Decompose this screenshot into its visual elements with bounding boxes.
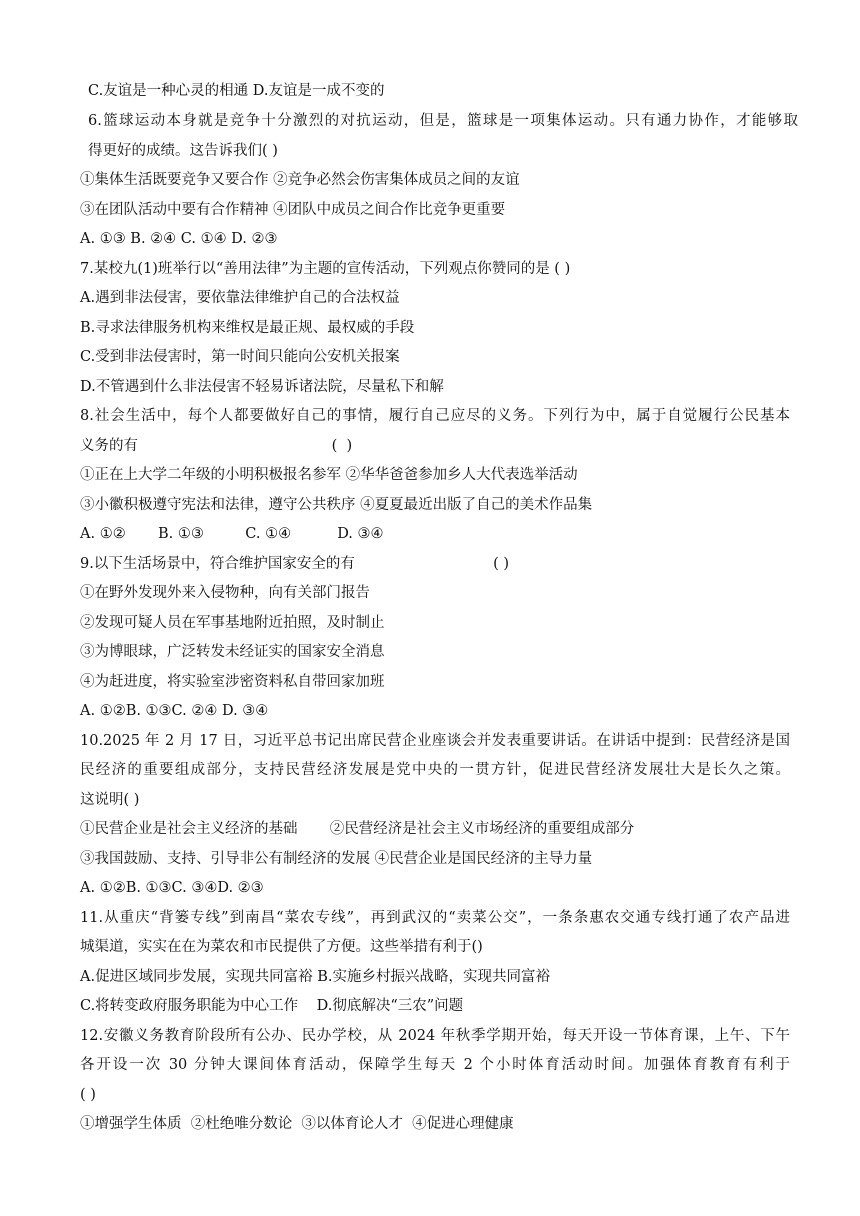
q12-stem-line-2: 各开设一次 30 分钟大课间体育活动，保障学生每天 2 个小时体育活动时间。加强体育教育有利于 xyxy=(80,1057,790,1073)
q6-choices: A. ①③ B. ②④ C. ①④ D. ②③ xyxy=(80,231,278,247)
q7-stem: 7.某校九(1)班举行以“善用法律”为主题的宣传活动，下列观点你赞同的是 ( ) xyxy=(80,261,571,277)
q7-option-b: B.寻求法律服务机构来维权是最正规、最权威的手段 xyxy=(80,320,415,336)
q6-statements-1-2: ①集体生活既要竞争又要合作 ②竞争必然会伤害集体成员之间的友谊 xyxy=(80,172,520,188)
q10-stem-line-1: 10.2025 年 2 月 17 日，习近平总书记出席民营企业座谈会并发表重要讲话。在讲话中提到：民营经济是国 xyxy=(80,733,790,749)
q9-statement-3: ③为博眼球，广泛转发未经证实的国家安全消息 xyxy=(80,644,385,660)
q5-option-cd: C.友谊是一种心灵的相通 D.友谊是一成不变的 xyxy=(88,83,385,99)
q6-stem-line-2: 得更好的成绩。这告诉我们( ) xyxy=(88,143,278,159)
q9-statement-2: ②发现可疑人员在军事基地附近拍照，及时制止 xyxy=(80,615,385,631)
q12-stem-line-1: 12.安徽义务教育阶段所有公办、民办学校，从 2024 年秋季学期开始，每天开设一节体育课，上午、下午 xyxy=(80,1028,790,1044)
q11-option-ab: A.促进区域同步发展，实现共同富裕 B.实施乡村振兴战略，实现共同富裕 xyxy=(80,969,550,985)
q8-stem-line-1: 8.社会生活中，每个人都要做好自己的事情，履行自己应尽的义务。下列行为中，属于自觉履行公民基本 xyxy=(80,408,790,424)
q10-stem-line-3: 这说明( ) xyxy=(80,792,140,808)
q8-choices: A. ①② B. ①③ C. ①④ D. ③④ xyxy=(80,526,384,542)
q11-option-cd: C.将转变政府服务职能为中心工作 D.彻底解决“三农”问题 xyxy=(80,998,464,1014)
q9-stem: 9.以下生活场景中，符合维护国家安全的有 ( ) xyxy=(80,556,510,572)
q11-stem-line-2: 城渠道，实实在在为菜农和市民提供了方便。这些举措有利于() xyxy=(80,939,483,955)
q11-stem-line-1: 11.从重庆“背篓专线”到南昌“菜农专线”，再到武汉的“卖菜公交”，一条条惠农交通专线打通了农产品进 xyxy=(80,910,790,926)
q7-option-c: C.受到非法侵害时，第一时间只能向公安机关报案 xyxy=(80,349,400,365)
q8-statements-3-4: ③小徽积极遵守宪法和法律，遵守公共秩序 ④夏夏最近出版了自己的美术作品集 xyxy=(80,497,593,513)
q10-statements-3-4: ③我国鼓励、支持、引导非公有制经济的发展 ④民营企业是国民经济的主导力量 xyxy=(80,851,593,867)
q7-option-d: D.不管遇到什么非法侵害不轻易诉诸法院，尽量私下和解 xyxy=(80,379,444,395)
q6-statements-3-4: ③在团队活动中要有合作精神 ④团队中成员之间合作比竞争更重要 xyxy=(80,202,506,218)
q9-statement-1: ①在野外发现外来入侵物种，向有关部门报告 xyxy=(80,585,370,601)
q9-statement-4: ④为赶进度，将实验室涉密资料私自带回家加班 xyxy=(80,674,385,690)
q8-stem-line-2: 义务的有 ( ) xyxy=(80,438,353,454)
q12-stem-line-3: ( ) xyxy=(80,1087,96,1103)
q10-statements-1-2: ①民营企业是社会主义经济的基础 ②民营经济是社会主义市场经济的重要组成部分 xyxy=(80,821,635,837)
q6-stem-line-1: 6.篮球运动本身就是竞争十分激烈的对抗运动，但是，篮球是一项集体运动。只有通力协作，才能够取 xyxy=(88,113,798,129)
q12-statements: ①增强学生体质 ②杜绝唯分数论 ③以体育论人才 ④促进心理健康 xyxy=(80,1116,514,1132)
q10-stem-line-2: 民经济的重要组成部分，支持民营经济发展是党中央的一贯方针，促进民营经济发展壮大是长久之策。 xyxy=(80,762,790,778)
q10-choices: A. ①②B. ①③C. ③④D. ②③ xyxy=(80,880,264,896)
q9-choices: A. ①②B. ①③C. ②④ D. ③④ xyxy=(80,703,269,719)
q8-statements-1-2: ①正在上大学二年级的小明积极报名参军 ②华华爸爸参加乡人大代表选举活动 xyxy=(80,467,578,483)
q7-option-a: A.遇到非法侵害，要依靠法律维护自己的合法权益 xyxy=(80,290,400,306)
